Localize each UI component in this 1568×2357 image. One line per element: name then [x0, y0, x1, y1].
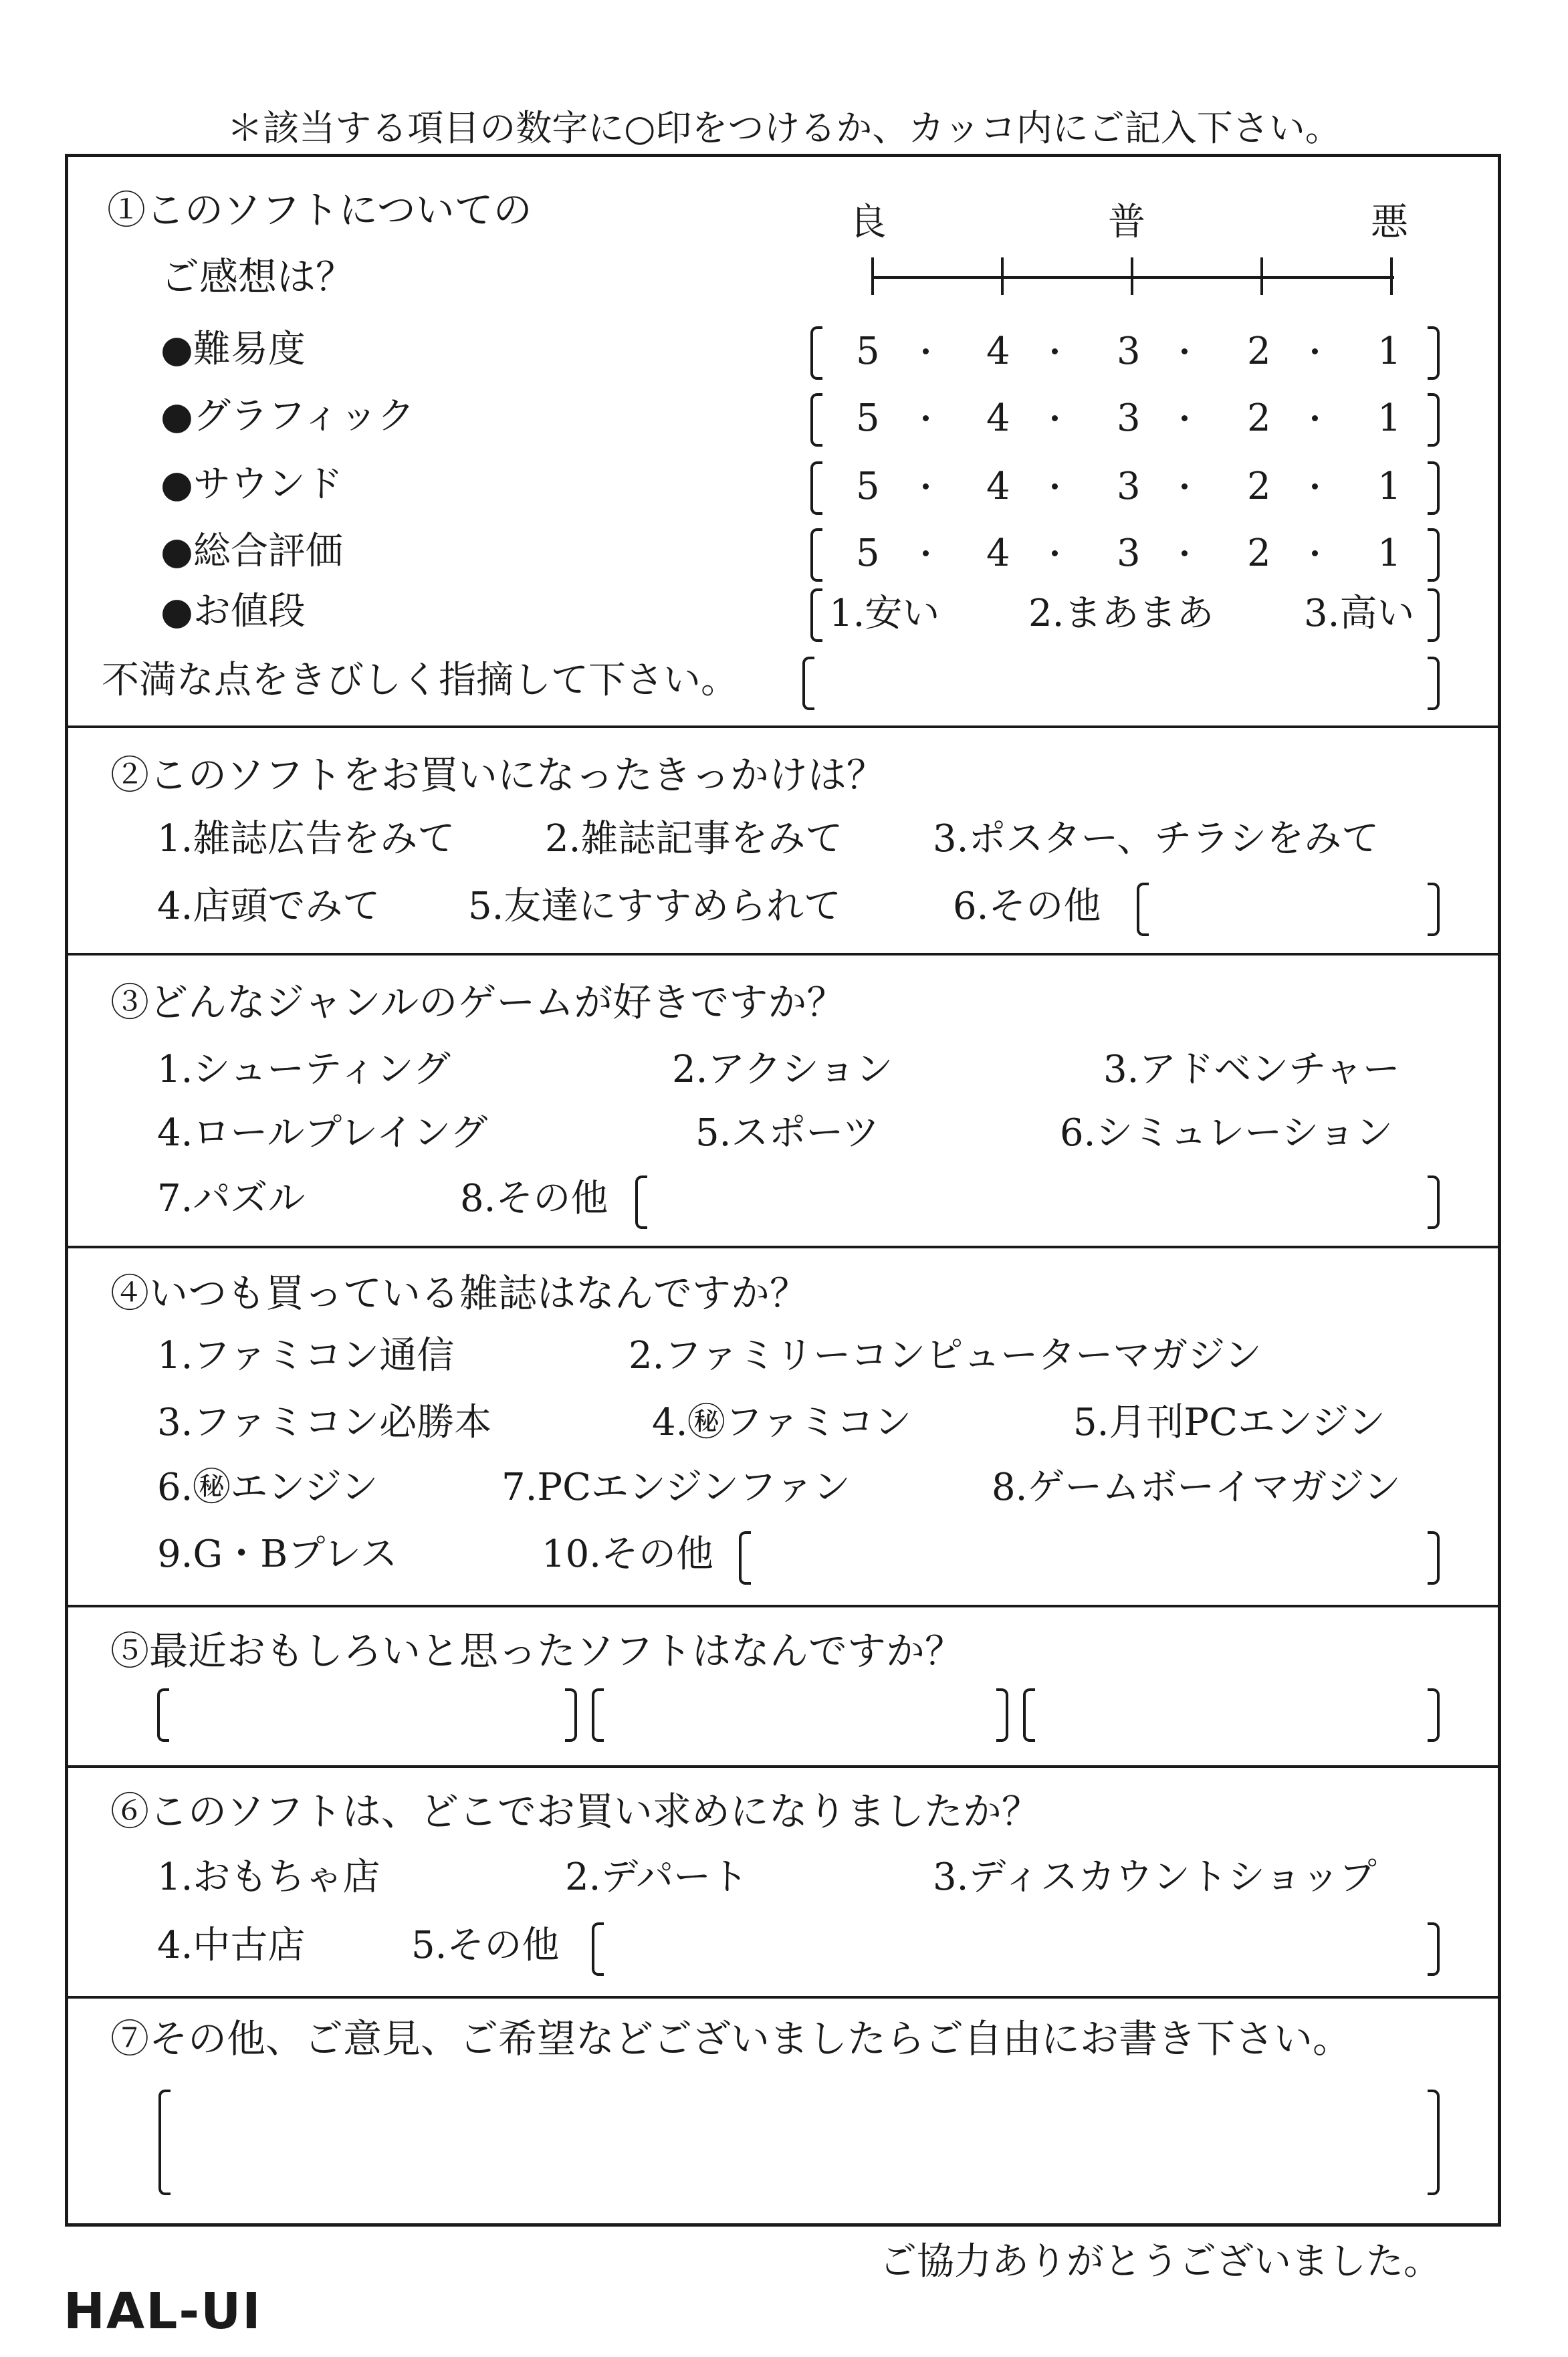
- answer-field-1-open[interactable]: [157, 1688, 169, 1742]
- bracket-open: [810, 528, 822, 582]
- answer-field-3-close[interactable]: [1428, 1688, 1440, 1742]
- publisher-logo: HAL-UI: [64, 2283, 262, 2340]
- separator-dot: [1182, 348, 1188, 354]
- q3-option-5[interactable]: 5.スポーツ: [695, 1111, 880, 1155]
- rating-option[interactable]: 1: [1377, 397, 1402, 440]
- thanks-text: ご協力ありがとうございました。: [879, 2240, 1441, 2283]
- q4-option-7[interactable]: 7.PCエンジンファン: [501, 1466, 851, 1509]
- q7-title: ⑦その他、ご意見、ご希望などございましたらご自由にお書き下さい。: [110, 2016, 1352, 2061]
- q2-option-3[interactable]: 3.ポスター、チラシをみて: [933, 817, 1379, 861]
- separator-dot: [923, 550, 929, 556]
- rating-option[interactable]: 1: [1377, 465, 1402, 508]
- answer-field-3-open[interactable]: [1023, 1688, 1035, 1742]
- answer-field-2-open[interactable]: [592, 1688, 604, 1742]
- rating-option[interactable]: 5: [856, 465, 880, 508]
- bracket-close: [1428, 528, 1440, 582]
- section-divider: [65, 1246, 1501, 1248]
- scale-label-good: 良: [849, 201, 887, 244]
- rating-option[interactable]: 1: [1377, 532, 1402, 575]
- q4-option-3[interactable]: 3.ファミコン必勝本: [157, 1401, 492, 1444]
- q2-option-1[interactable]: 1.雑誌広告をみて: [157, 817, 455, 861]
- rating-option[interactable]: 4: [986, 330, 1010, 373]
- section-divider: [65, 1605, 1501, 1607]
- separator-dot: [1182, 483, 1188, 489]
- q3-option-3[interactable]: 3.アドベンチャー: [1103, 1048, 1400, 1091]
- bracket-close: [1428, 393, 1440, 447]
- q1-title-line1: ①このソフトについての: [107, 187, 532, 233]
- rating-option[interactable]: 3: [1117, 532, 1141, 575]
- price-label: ●お値段: [160, 590, 306, 633]
- scale-tick: [1001, 257, 1004, 295]
- rating-option[interactable]: 4: [986, 532, 1010, 575]
- rating-option[interactable]: 3: [1117, 330, 1141, 373]
- separator-dot: [923, 483, 929, 489]
- price-option-1[interactable]: 1.安い: [829, 592, 940, 635]
- bracket-open: [810, 393, 822, 447]
- scale-tick: [1260, 257, 1263, 295]
- answer-field-1-close[interactable]: [565, 1688, 577, 1742]
- q2-title: ②このソフトをお買いになったきっかけは？: [110, 752, 885, 798]
- q6-title: ⑥このソフトは、どこでお買い求めになりましたか？: [110, 1789, 1040, 1834]
- other-field-open[interactable]: [739, 1531, 751, 1585]
- q6-option-3[interactable]: 3.ディスカウントショップ: [933, 1856, 1377, 1899]
- other-field-close[interactable]: [1428, 883, 1440, 936]
- rating-option[interactable]: 2: [1247, 532, 1271, 575]
- rating-option[interactable]: 2: [1247, 397, 1271, 440]
- q6-option-2[interactable]: 2.デパート: [565, 1856, 749, 1899]
- bracket-close: [1428, 461, 1440, 515]
- q6-option-4[interactable]: 4.中古店: [157, 1924, 306, 1967]
- q4-option-6[interactable]: 6.㊙エンジン: [157, 1466, 378, 1509]
- comment-field-open[interactable]: [158, 2090, 171, 2195]
- rating-option[interactable]: 2: [1247, 330, 1271, 373]
- q3-option-6[interactable]: 6.シミュレーション: [1060, 1111, 1393, 1155]
- other-field-open[interactable]: [592, 1922, 604, 1976]
- scale-tick: [871, 257, 874, 295]
- q6-option-1[interactable]: 1.おもちゃ店: [157, 1856, 380, 1899]
- other-field-close[interactable]: [1428, 1531, 1440, 1585]
- rating-scale-line: [873, 276, 1394, 279]
- section-divider: [65, 1996, 1501, 1999]
- rating-option[interactable]: 5: [856, 397, 880, 440]
- q1-title-line2: ご感想は？: [160, 254, 355, 300]
- scale-tick: [1390, 257, 1393, 295]
- q4-option-1[interactable]: 1.ファミコン通信: [157, 1334, 455, 1377]
- q3-option-2[interactable]: 2.アクション: [672, 1048, 893, 1091]
- rating-item-label: ●総合評価: [160, 530, 343, 573]
- q6-option-5[interactable]: 5.その他: [411, 1924, 560, 1967]
- rating-option[interactable]: 2: [1247, 465, 1271, 508]
- separator-dot: [1312, 348, 1318, 354]
- q4-title: ④いつも買っている雑誌はなんですか？: [110, 1270, 809, 1316]
- bracket-open: [810, 326, 822, 380]
- q4-option-2[interactable]: 2.ファミリーコンピューターマガジン: [629, 1334, 1262, 1377]
- section-divider: [65, 725, 1501, 728]
- scale-label-average: 普: [1108, 201, 1145, 244]
- other-field-close[interactable]: [1428, 1175, 1440, 1229]
- rating-option[interactable]: 1: [1377, 330, 1402, 373]
- q3-option-4[interactable]: 4.ロールプレイング: [157, 1111, 488, 1155]
- q5-title: ⑤最近おもしろいと思ったソフトはなんですか？: [110, 1628, 964, 1674]
- separator-dot: [1182, 550, 1188, 556]
- rating-option[interactable]: 3: [1117, 465, 1141, 508]
- rating-option[interactable]: 3: [1117, 397, 1141, 440]
- rating-option[interactable]: 4: [986, 465, 1010, 508]
- answer-field-2-close[interactable]: [996, 1688, 1008, 1742]
- q4-option-9[interactable]: 9.G・Bプレス: [157, 1533, 398, 1576]
- other-field-open[interactable]: [635, 1175, 647, 1229]
- q4-option-8[interactable]: 8.ゲームボーイマガジン: [992, 1466, 1402, 1509]
- rating-item-label: ●難易度: [160, 328, 306, 371]
- separator-dot: [1312, 550, 1318, 556]
- rating-item-label: ●グラフィック: [160, 395, 415, 438]
- rating-item-label: ●サウンド: [160, 463, 343, 506]
- q3-option-7[interactable]: 7.パズル: [157, 1177, 306, 1220]
- scale-tick: [1131, 257, 1133, 295]
- complaint-label: 不満な点をきびしく指摘して下さい。: [102, 659, 738, 702]
- complaint-field-close[interactable]: [1428, 657, 1440, 710]
- instruction-text: ＊該当する項目の数字に○印をつけるか、カッコ内にご記入下さい。: [227, 107, 1341, 149]
- bracket-open: [810, 461, 822, 515]
- q2-option-4[interactable]: 4.店頭でみて: [157, 885, 380, 928]
- scale-label-bad: 悪: [1371, 201, 1408, 244]
- other-field-close[interactable]: [1428, 1922, 1440, 1976]
- rating-option[interactable]: 5: [856, 532, 880, 575]
- q4-option-10[interactable]: 10.その他: [542, 1533, 714, 1576]
- separator-dot: [1052, 415, 1058, 421]
- rating-option[interactable]: 5: [856, 330, 880, 373]
- separator-dot: [1312, 415, 1318, 421]
- q2-option-2[interactable]: 2.雑誌記事をみて: [545, 817, 843, 861]
- bracket-close: [1428, 588, 1440, 642]
- q3-title: ③どんなジャンルのゲームが好きですか？: [110, 980, 846, 1025]
- rating-option[interactable]: 4: [986, 397, 1010, 440]
- q3-option-8[interactable]: 8.その他: [460, 1177, 608, 1220]
- comment-field-close[interactable]: [1428, 2090, 1440, 2195]
- q4-option-5[interactable]: 5.月刊PCエンジン: [1073, 1401, 1386, 1444]
- complaint-field-open[interactable]: [802, 657, 814, 710]
- q3-option-1[interactable]: 1.シューティング: [157, 1048, 451, 1091]
- separator-dot: [1312, 483, 1318, 489]
- q2-option-5[interactable]: 5.友達にすすめられて: [468, 885, 841, 928]
- section-divider: [65, 1765, 1501, 1768]
- price-option-2[interactable]: 2.まあまあ: [1028, 592, 1214, 635]
- separator-dot: [923, 415, 929, 421]
- q2-option-6[interactable]: 6.その他: [953, 885, 1101, 928]
- bracket-close: [1428, 326, 1440, 380]
- q4-option-4[interactable]: 4.㊙ファミコン: [652, 1401, 912, 1444]
- separator-dot: [923, 348, 929, 354]
- section-divider: [65, 953, 1501, 956]
- price-option-3[interactable]: 3.高い: [1304, 592, 1415, 635]
- separator-dot: [1052, 483, 1058, 489]
- separator-dot: [1182, 415, 1188, 421]
- bracket-open: [810, 588, 822, 642]
- separator-dot: [1052, 550, 1058, 556]
- other-field-open[interactable]: [1137, 883, 1149, 936]
- separator-dot: [1052, 348, 1058, 354]
